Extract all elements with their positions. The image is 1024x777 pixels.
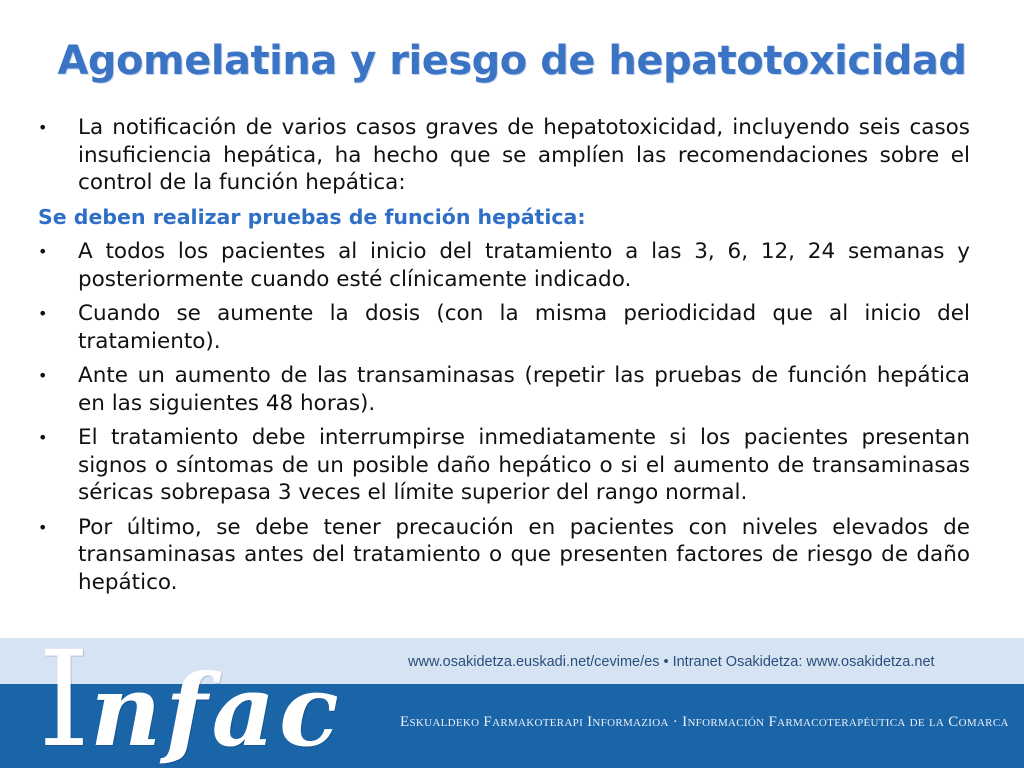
- bullet-icon: •: [38, 428, 48, 447]
- footer-banner: [0, 623, 1024, 777]
- list-item-text: El tratamiento debe interrumpirse inmediatamente si los pacientes presentan signos o síntomas de un posible daño hepático o si el aumento de transaminasas séricas sobrepasa 3 veces el límite superior del rango normal.: [78, 425, 970, 505]
- infac-logo: [38, 623, 343, 777]
- intro-bullet-text: La notificación de varios casos graves de hepatotoxicidad, incluyendo seis casos insuficiencia hepática, ha hecho que se amplíen las recomendaciones sobre el control de la función hepática:: [78, 115, 970, 195]
- intro-bullet: [38, 114, 970, 197]
- bullet-icon: •: [38, 242, 48, 261]
- list-item: [38, 238, 970, 293]
- bullet-icon: •: [38, 517, 48, 537]
- subheading: Se deben realizar pruebas de función hepática:: [38, 204, 586, 229]
- slide-content: [38, 114, 970, 603]
- list-item: [38, 424, 970, 507]
- list-item-text: Ante un aumento de las transaminasas (repetir las pruebas de función hepática en las siguientes 48 horas).: [78, 363, 970, 416]
- slide-title: Agomelatina y riesgo de hepatotoxicidad: [57, 38, 967, 84]
- bullet-icon: •: [38, 118, 48, 137]
- list-item-text: A todos los pacientes al inicio del tratamiento a las 3, 6, 12, 24 semanas y posteriormente cuando esté clínicamente indicado.: [78, 239, 970, 292]
- list-item: [38, 362, 970, 417]
- list-item: [38, 514, 970, 597]
- bullet-icon: •: [38, 366, 48, 385]
- footer-urls: www.osakidetza.euskadi.net/cevime/es • Intranet Osakidetza: www.osakidetza.net: [408, 654, 935, 670]
- logo-rest: nfac: [90, 654, 343, 769]
- list-item-text: Cuando se aumente la dosis (con la misma periodicidad que al inicio del tratamiento).: [78, 301, 970, 354]
- list-item: [38, 300, 970, 355]
- list-item-text: Por último, se debe tener precaución en pacientes con niveles elevados de transaminasas antes del tratamiento o que presenten factores de riesgo de daño hepático.: [78, 514, 970, 595]
- bullet-icon: •: [38, 304, 48, 323]
- logo-initial: I: [38, 623, 91, 777]
- footer-tagline: Eskualdeko Farmakoterapi Informazioa · Información Farmacoterapéutica de la Comarca: [400, 714, 1009, 730]
